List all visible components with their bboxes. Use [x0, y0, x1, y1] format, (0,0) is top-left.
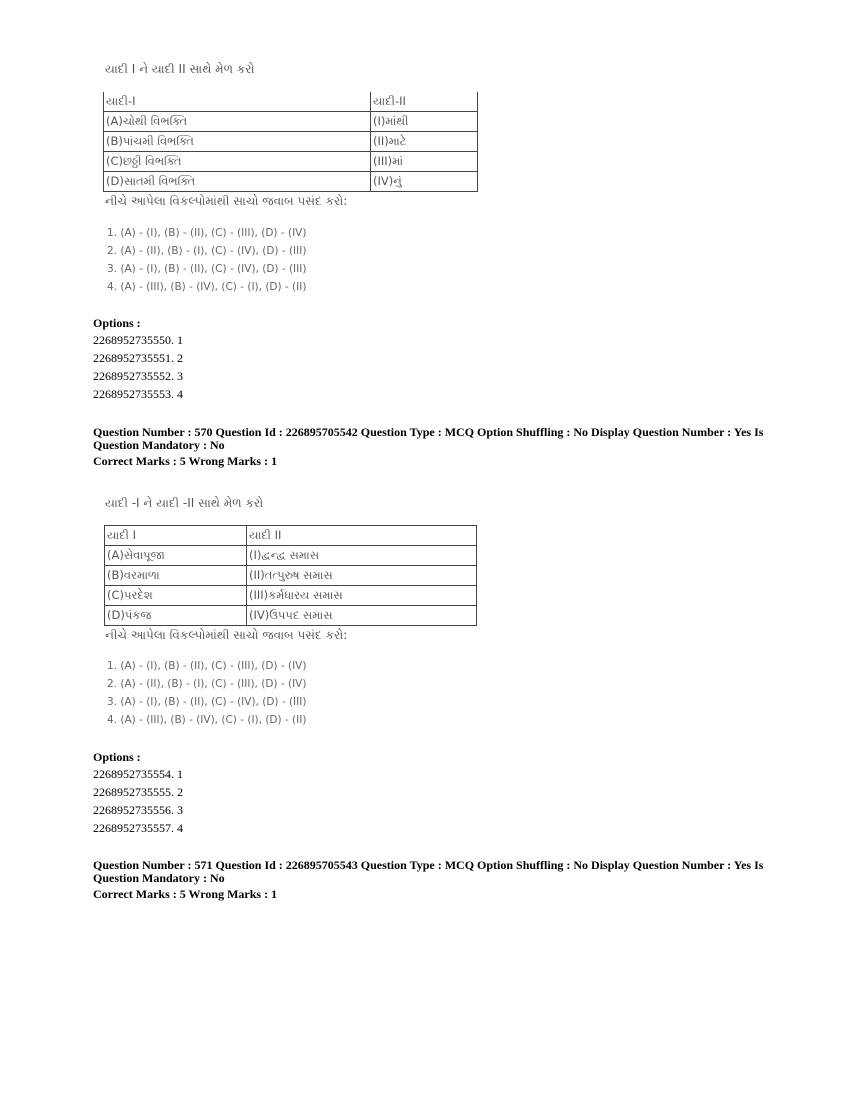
table-cell: યાદી-I	[104, 92, 371, 112]
question-prompt: યાદી I ને યાદી II સાથે મેળ કરો	[105, 62, 255, 76]
choice: 2. (A) - (II), (B) - (I), (C) - (III), (D) - (IV)	[107, 678, 307, 690]
option: 2268952735554. 1	[93, 767, 183, 781]
options-label: Options :	[93, 316, 141, 330]
instruction: નીચે આપેલા વિકલ્પોમાંથી સાચો જવાબ પસંદ કરો:	[105, 628, 348, 642]
question-prompt: યાદી -I ને યાદી -II સાથે મેળ કરો	[105, 496, 264, 510]
match-table	[104, 525, 477, 626]
options-list	[93, 331, 183, 403]
option: 2268952735553. 4	[93, 387, 183, 401]
table-cell: (A)ચોથી વિભક્તિ	[104, 112, 371, 132]
choice: 2. (A) - (II), (B) - (I), (C) - (IV), (D) - (III)	[107, 245, 307, 257]
table-cell: (II)તત્પુરુષ સમાસ	[247, 566, 477, 586]
question-marks: Correct Marks : 5 Wrong Marks : 1	[93, 454, 278, 468]
table-cell: (B)વરમાળા	[105, 566, 247, 586]
table-cell: (D)સાતમી વિભક્તિ	[104, 172, 371, 192]
table-cell: (IV)ઉપપદ સમાસ	[247, 606, 477, 626]
instruction: નીચે આપેલા વિકલ્પોમાંથી સાચો જવાબ પસંદ કરો:	[105, 194, 348, 208]
table-cell: યાદી I	[105, 526, 247, 546]
choice-list	[107, 224, 306, 296]
option: 2268952735552. 3	[93, 369, 183, 383]
table-cell: (I)દ્વન્દ્વ સમાસ	[247, 546, 477, 566]
table-cell: (III)માં	[371, 152, 478, 172]
option: 2268952735551. 2	[93, 351, 183, 365]
choice: 3. (A) - (I), (B) - (II), (C) - (IV), (D) - (III)	[107, 696, 307, 708]
choice: 1. (A) - (I), (B) - (II), (C) - (III), (D) - (IV)	[107, 660, 307, 672]
question-header: Question Number : 570 Question Id : 226895705542 Question Type : MCQ Option Shuffling : No Display Question Number : Yes Is Question Mandatory : No	[93, 425, 764, 452]
table-cell: (D)પંકજ	[105, 606, 247, 626]
option: 2268952735556. 3	[93, 803, 183, 817]
options-label: Options :	[93, 750, 141, 764]
table-cell: (B)પાંચમી વિભક્તિ	[104, 132, 371, 152]
table-cell: (C)પરદેશ	[105, 586, 247, 606]
question-marks: Correct Marks : 5 Wrong Marks : 1	[93, 887, 278, 901]
option: 2268952735550. 1	[93, 333, 183, 347]
match-table	[103, 92, 478, 192]
choice-list	[107, 657, 306, 729]
choice: 4. (A) - (III), (B) - (IV), (C) - (I), (D) - (II)	[107, 281, 307, 293]
options-list	[93, 765, 183, 837]
table-cell: (A)સેવાપૂજા	[105, 546, 247, 566]
table-cell: યાદી II	[247, 526, 477, 546]
choice: 1. (A) - (I), (B) - (II), (C) - (III), (D) - (IV)	[107, 227, 307, 239]
option: 2268952735555. 2	[93, 785, 183, 799]
table-cell: (II)માટે	[371, 132, 478, 152]
question-header: Question Number : 571 Question Id : 226895705543 Question Type : MCQ Option Shuffling : No Display Question Number : Yes Is Question Mandatory : No	[93, 858, 764, 885]
choice: 3. (A) - (I), (B) - (II), (C) - (IV), (D) - (III)	[107, 263, 307, 275]
table-cell: યાદી-II	[371, 92, 478, 112]
table-cell: (III)કર્મધારય સમાસ	[247, 586, 477, 606]
table-cell: (C)છઠ્ઠી વિભક્તિ	[104, 152, 371, 172]
option: 2268952735557. 4	[93, 821, 183, 835]
table-cell: (I)માંથી	[371, 112, 478, 132]
choice: 4. (A) - (III), (B) - (IV), (C) - (I), (D) - (II)	[107, 714, 307, 726]
table-cell: (IV)નું	[371, 172, 478, 192]
